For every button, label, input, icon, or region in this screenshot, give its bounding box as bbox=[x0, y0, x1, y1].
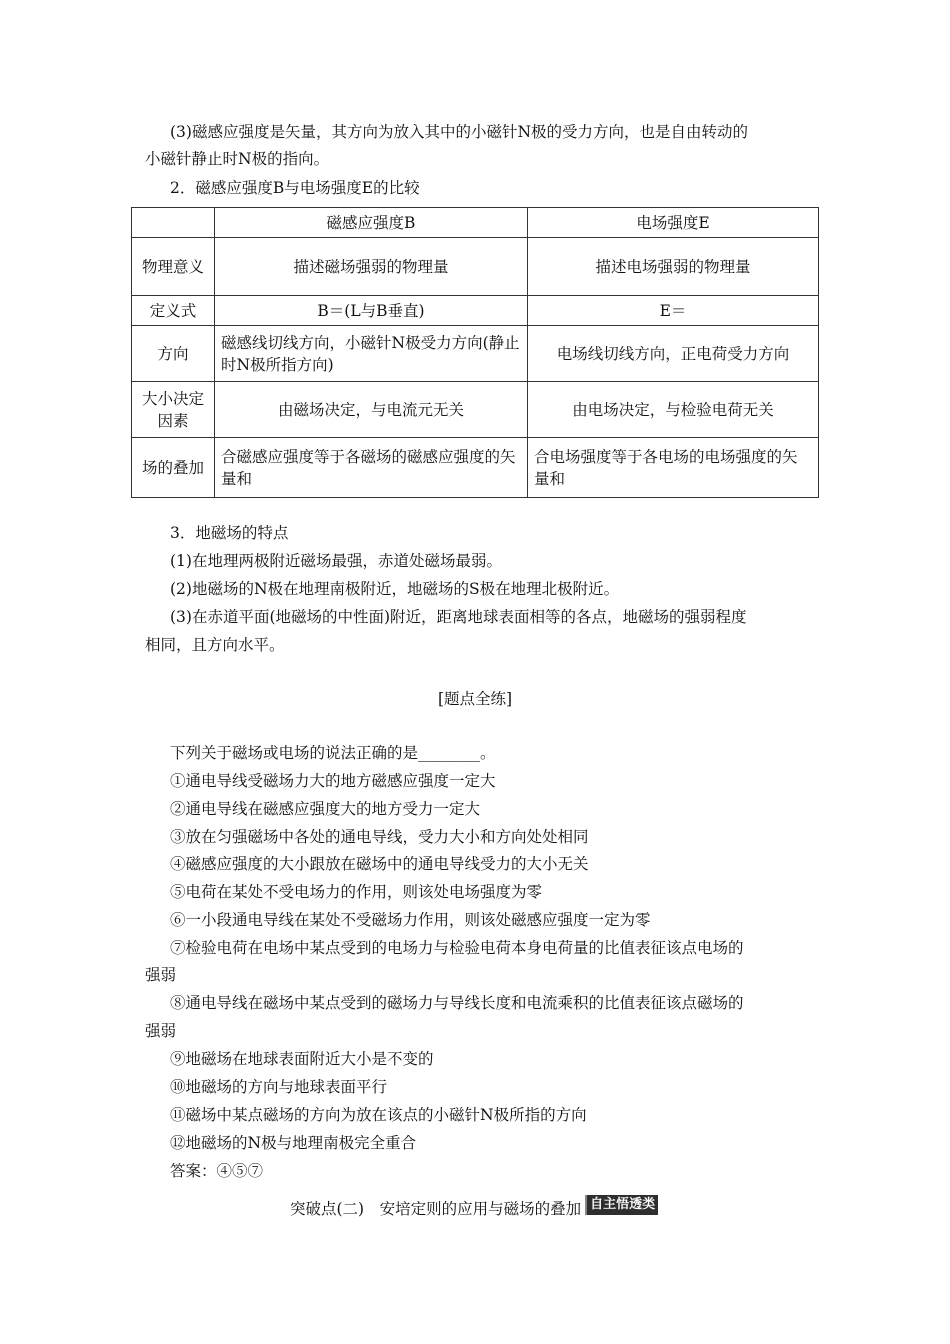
cell-b: 磁感线切线方向，小磁针N极受力方向(静止时N极所指方向) bbox=[215, 326, 528, 382]
option-8-line1: ⑧通电导线在磁场中某点受到的磁场力与导线长度和电流乘积的比值表征该点磁场的 bbox=[170, 994, 744, 1012]
practice-title: [题点全练] bbox=[437, 690, 513, 708]
item3-line1: (3)磁感应强度是矢量，其方向为放入其中的小磁针N极的受力方向，也是自由转动的 bbox=[170, 123, 749, 141]
geomag-point-2: (2)地磁场的N极在地理南极附近，地磁场的S极在地理北极附近。 bbox=[170, 580, 620, 598]
table-row bbox=[132, 438, 819, 498]
comparison-table bbox=[131, 207, 819, 498]
cell-e: E＝ bbox=[528, 296, 819, 326]
table-header-cell: 磁感应强度B bbox=[215, 208, 528, 238]
self-study-badge: 自主悟透类 bbox=[585, 1195, 658, 1215]
heading-2: 2．磁感应强度B与电场强度E的比较 bbox=[170, 179, 420, 197]
answer: 答案：④⑤⑦ bbox=[170, 1162, 264, 1180]
cell-e: 电场线切线方向，正电荷受力方向 bbox=[528, 326, 819, 382]
geomag-point-3-line1: (3)在赤道平面(地磁场的中性面)附近，距离地球表面相等的各点，地磁场的强弱程度 bbox=[170, 608, 747, 626]
cell-e: 合电场强度等于各电场的电场强度的矢量和 bbox=[528, 438, 819, 498]
row-label: 场的叠加 bbox=[132, 438, 215, 498]
cell-b: 由磁场决定，与电流元无关 bbox=[215, 382, 528, 438]
row-label: 定义式 bbox=[132, 296, 215, 326]
option-item: ⑥一小段通电导线在某处不受磁场力作用，则该处磁感应强度一定为零 bbox=[170, 911, 651, 929]
table-row bbox=[132, 382, 819, 438]
option-12: ⑫地磁场的N极与地理南极完全重合 bbox=[170, 1134, 417, 1152]
option-7-line2: 强弱 bbox=[145, 966, 177, 984]
cell-e: 由电场决定，与检验电荷无关 bbox=[528, 382, 819, 438]
table-row bbox=[132, 326, 819, 382]
option-item: ③放在匀强磁场中各处的通电导线，受力大小和方向处处相同 bbox=[170, 828, 589, 846]
option-7-line1: ⑦检验电荷在电场中某点受到的电场力与检验电荷本身电荷量的比值表征该点电场的 bbox=[170, 939, 744, 957]
question-stem: 下列关于磁场或电场的说法正确的是________。 bbox=[170, 744, 496, 762]
item3-line2: 小磁针静止时N极的指向。 bbox=[145, 150, 330, 168]
option-item: ④磁感应强度的大小跟放在磁场中的通电导线受力的大小无关 bbox=[170, 855, 589, 873]
cell-b: B＝(L与B垂直) bbox=[215, 296, 528, 326]
cell-b: 描述磁场强弱的物理量 bbox=[215, 238, 528, 296]
table-header-cell bbox=[132, 208, 215, 238]
option-item: ②通电导线在磁感应强度大的地方受力一定大 bbox=[170, 800, 481, 818]
option-item: ⑤电荷在某处不受电场力的作用，则该处电场强度为零 bbox=[170, 883, 543, 901]
table-row bbox=[132, 296, 819, 326]
geomag-point-3-line2: 相同，且方向水平。 bbox=[145, 636, 285, 654]
breakthrough-heading bbox=[290, 1198, 658, 1221]
cell-e: 描述电场强弱的物理量 bbox=[528, 238, 819, 296]
row-label: 方向 bbox=[132, 326, 215, 382]
option-11: ⑪磁场中某点磁场的方向为放在该点的小磁针N极所指的方向 bbox=[170, 1106, 587, 1124]
table-header-row bbox=[132, 208, 819, 238]
breakthrough-title: 突破点(二) 安培定则的应用与磁场的叠加 bbox=[290, 1200, 582, 1218]
option-8-line2: 强弱 bbox=[145, 1022, 177, 1040]
geomag-point-1: (1)在地理两极附近磁场最强，赤道处磁场最弱。 bbox=[170, 552, 502, 570]
cell-b: 合磁感应强度等于各磁场的磁感应强度的矢量和 bbox=[215, 438, 528, 498]
option-item: ①通电导线受磁场力大的地方磁感应强度一定大 bbox=[170, 772, 496, 790]
heading-3: 3．地磁场的特点 bbox=[170, 524, 289, 542]
option-10: ⑩地磁场的方向与地球表面平行 bbox=[170, 1078, 388, 1096]
table-header-cell: 电场强度E bbox=[528, 208, 819, 238]
table-row bbox=[132, 238, 819, 296]
option-9: ⑨地磁场在地球表面附近大小是不变的 bbox=[170, 1050, 434, 1068]
row-label: 大小决定因素 bbox=[132, 382, 215, 438]
row-label: 物理意义 bbox=[132, 238, 215, 296]
